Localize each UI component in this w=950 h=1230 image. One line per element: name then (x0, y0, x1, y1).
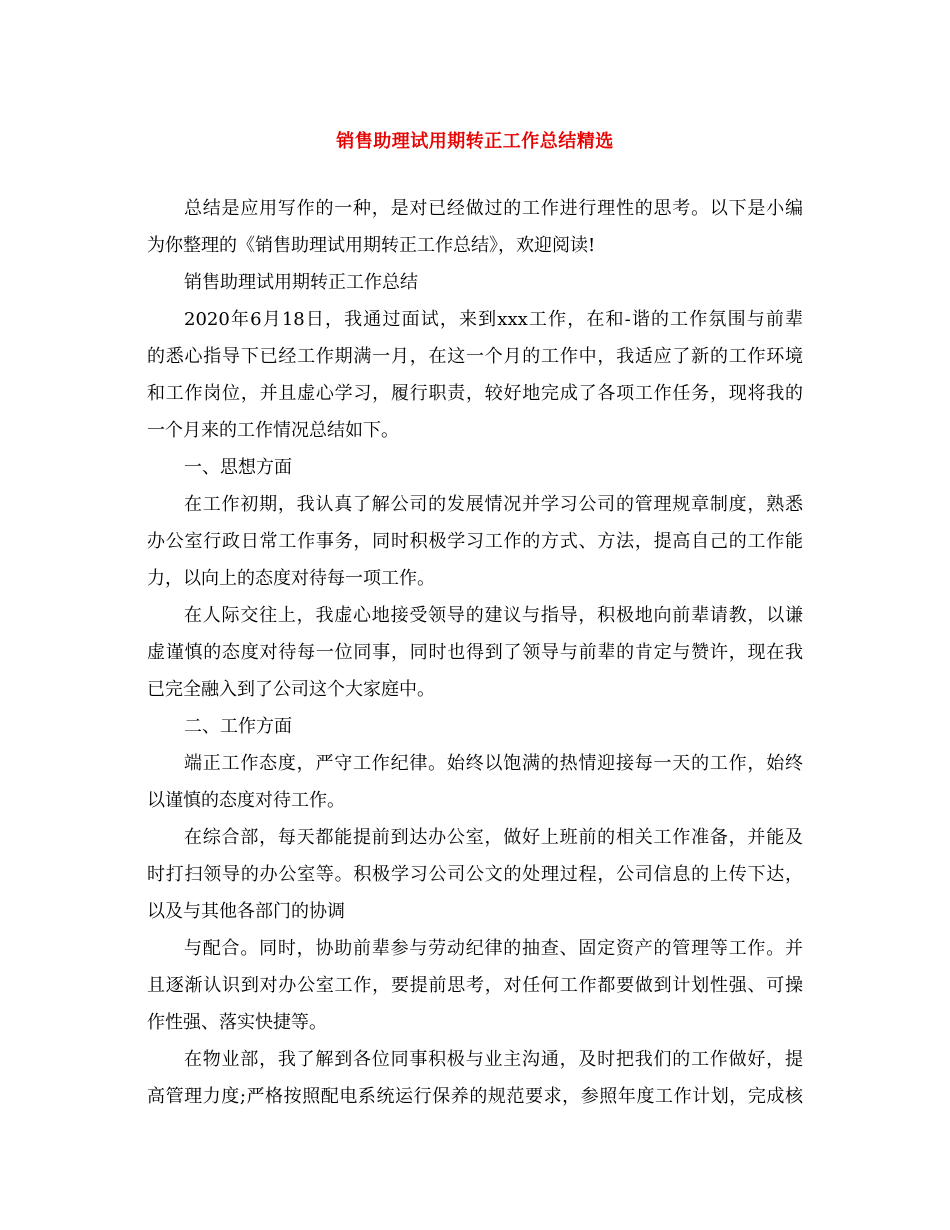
paragraph-line: 的悉心指导下已经工作期满一月，在这一个月的工作中，我适应了新的工作环境 (147, 346, 803, 367)
paragraph-line: 销售助理试用期转正工作总结 (184, 272, 418, 293)
paragraph-line: 作性强、落实快捷等。 (147, 1012, 327, 1033)
document-body (147, 190, 803, 1115)
paragraph-line: 虚谨慎的态度对待每一位同事，同时也得到了领导与前辈的肯定与赞许，现在我 (147, 642, 803, 663)
paragraph-line: 在工作初期，我认真了解公司的发展情况并学习公司的管理规章制度，熟悉 (184, 494, 803, 515)
paragraph-line: 在综合部，每天都能提前到达办公室，做好上班前的相关工作准备，并能及 (184, 827, 803, 848)
paragraph-line: 力，以向上的态度对待每一项工作。 (147, 568, 435, 589)
paragraph-line: 时打扫领导的办公室等。积极学习公司公文的处理过程，公司信息的上传下达， (147, 864, 803, 885)
paragraph-line: 为你整理的《销售助理试用期转正工作总结》，欢迎阅读! (147, 235, 596, 256)
section-heading: 二、工作方面 (184, 716, 292, 737)
paragraph-line: 总结是应用写作的一种，是对已经做过的工作进行理性的思考。以下是小编 (184, 198, 803, 219)
paragraph-line: 在人际交往上，我虚心地接受领导的建议与指导，积极地向前辈请教，以谦 (184, 605, 803, 626)
paragraph-line: 2020年6月18日，我通过面试，来到xxx工作，在和-谐的工作氛围与前辈 (184, 309, 803, 330)
document-title: 销售助理试用期转正工作总结精选 (336, 131, 614, 152)
paragraph-line: 高管理力度;严格按照配电系统运行保养的规范要求，参照年度工作计划，完成核 (147, 1086, 803, 1107)
paragraph-line: 与配合。同时，协助前辈参与劳动纪律的抽查、固定资产的管理等工作。并 (184, 938, 803, 959)
paragraph-line: 且逐渐认识到对办公室工作，要提前思考，对任何工作都要做到计划性强、可操 (147, 975, 803, 996)
section-heading: 一、思想方面 (184, 457, 292, 478)
paragraph-line: 一个月来的工作情况总结如下。 (147, 420, 399, 441)
paragraph-line: 以谨慎的态度对待工作。 (147, 790, 345, 811)
paragraph-line: 在物业部，我了解到各位同事积极与业主沟通，及时把我们的工作做好，提 (184, 1049, 803, 1070)
paragraph-line: 已完全融入到了公司这个大家庭中。 (147, 679, 435, 700)
paragraph-line: 办公室行政日常工作事务，同时积极学习工作的方式、方法，提高自己的工作能 (147, 531, 803, 552)
paragraph-line: 和工作岗位，并且虚心学习，履行职责，较好地完成了各项工作任务，现将我的 (147, 383, 803, 404)
paragraph-line: 以及与其他各部门的协调 (147, 901, 345, 922)
paragraph-line: 端正工作态度，严守工作纪律。始终以饱满的热情迎接每一天的工作，始终 (184, 753, 803, 774)
